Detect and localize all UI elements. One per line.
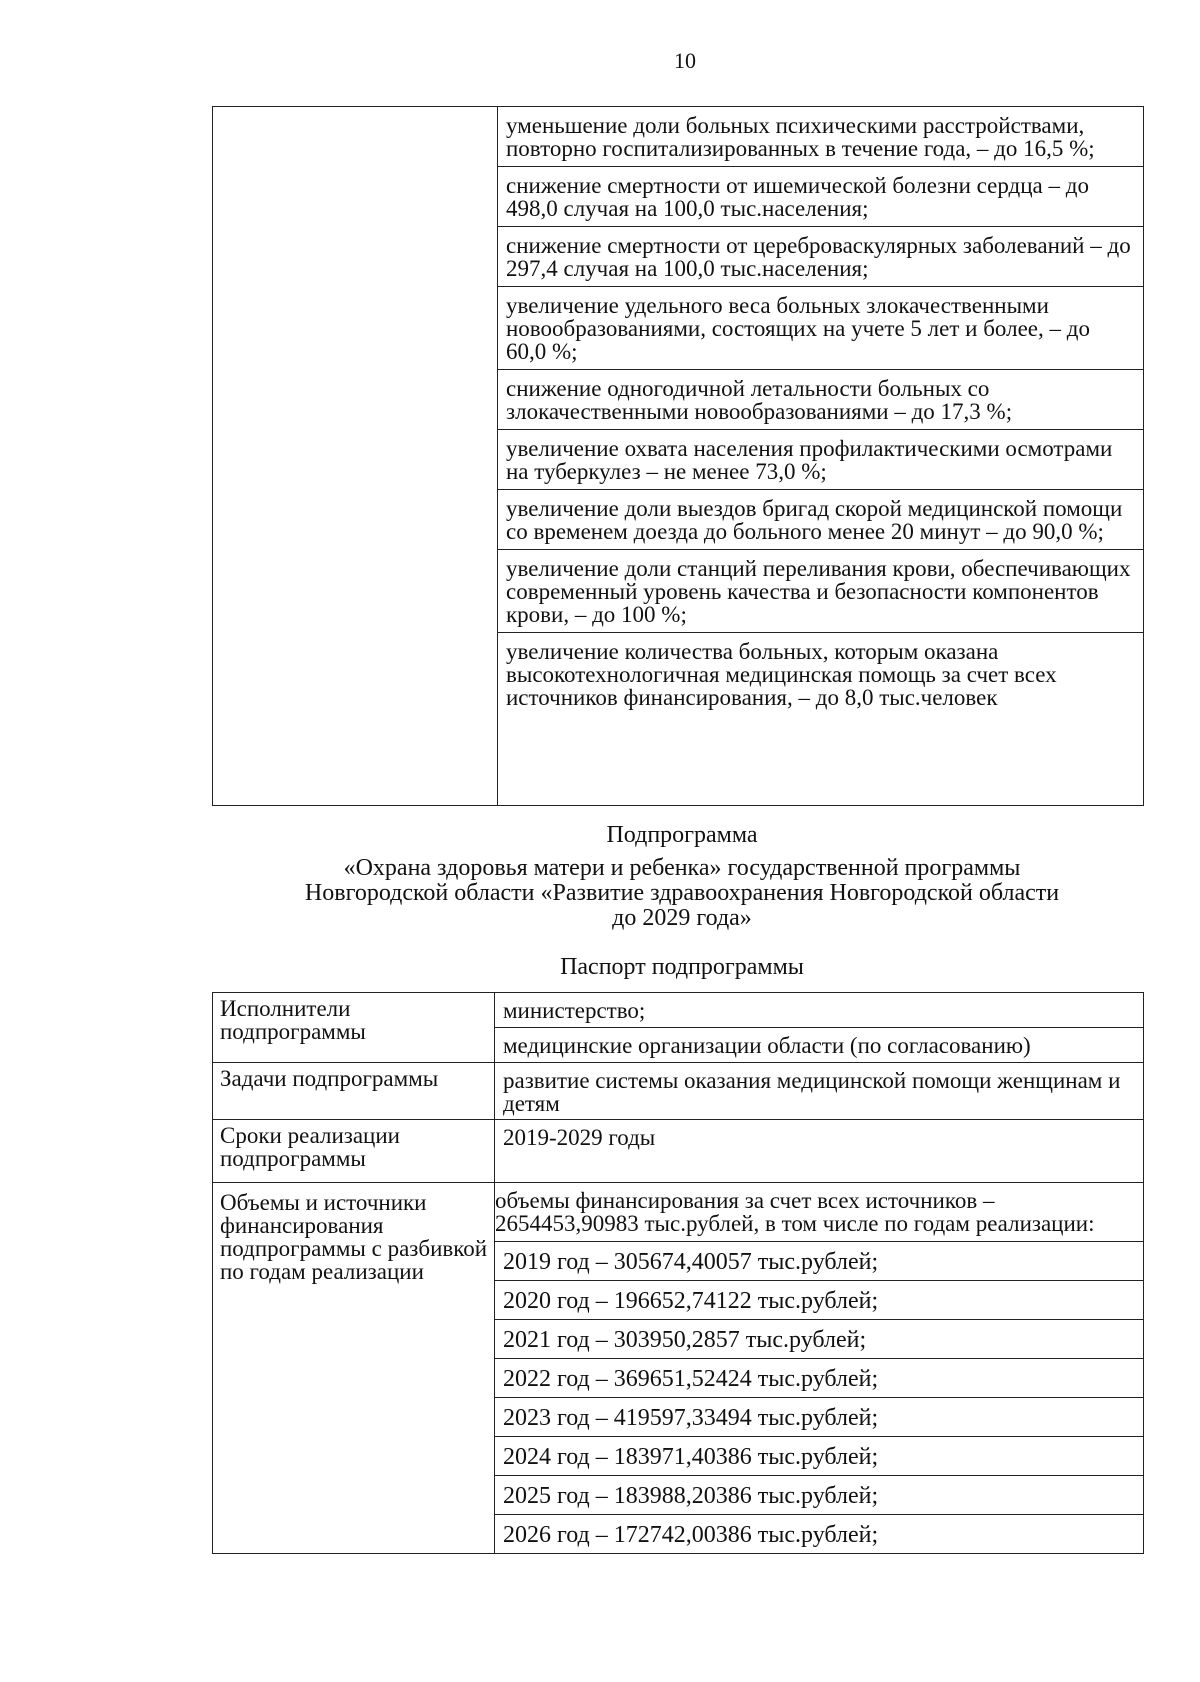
subprogram-title-line: Новгородской области «Развитие здравоохранения Новгородской области — [304, 880, 1060, 906]
list-item: увеличение количества больных, которым оказана высокотехнологичная медицинская помощь за счет всех источников финансирования, – до 8,0 тыс.человек — [506, 639, 1057, 710]
goals-table — [212, 106, 1144, 806]
subprogram-title-line: «Охрана здоровья матери и ребенка» государственной программы — [343, 855, 1021, 881]
list-item: министерство; — [495, 993, 1143, 1028]
list-item: медицинские организации области (по согласованию) — [503, 1033, 1031, 1058]
passport-heading: Паспорт подпрограммы — [560, 954, 804, 980]
subprogram-heading: Подпрограмма — [606, 822, 758, 848]
funding-year-row: 2020 год – 196652,74122 тыс.рублей; — [495, 1281, 1143, 1320]
table-row — [213, 1120, 1144, 1183]
list-item: увеличение удельного веса больных злокачественными новообразованиями, состоящих на учете 5 лет и более, – до 60,0 %; — [498, 287, 1143, 370]
funding-values — [495, 1183, 1144, 1554]
list-item: снижение смертности от ишемической болезни сердца – до 498,0 случая на 100,0 тыс.населения; — [498, 167, 1143, 227]
table-row — [213, 1063, 1144, 1120]
funding-year-row: 2021 год – 303950,2857 тыс.рублей; — [495, 1320, 1143, 1359]
terms-value: 2019-2029 годы — [495, 1120, 1144, 1183]
funding-year-row: 2026 год – 172742,00386 тыс.рублей; — [503, 1522, 879, 1548]
tasks-value: развитие системы оказания медицинской помощи женщинам и детям — [495, 1063, 1144, 1120]
tasks-label: Задачи подпрограммы — [213, 1063, 495, 1120]
table-row — [213, 107, 1144, 806]
list-item: увеличение доли станций переливания крови, обеспечивающих современный уровень качества и безопасности компонентов крови, – до 100 %; — [498, 550, 1143, 633]
list-item: уменьшение доли больных психическими расстройствами, повторно госпитализированных в течение года, – до 16,5 %; — [498, 107, 1143, 167]
funding-year-row: 2024 год – 183971,40386 тыс.рублей; — [495, 1437, 1143, 1476]
goals-cell — [498, 107, 1144, 806]
executors-label: Исполнители подпрограммы — [213, 993, 495, 1063]
funding-year-row: 2025 год – 183988,20386 тыс.рублей; — [495, 1476, 1143, 1515]
list-item: увеличение доли выездов бригад скорой медицинской помощи со временем доезда до больного менее 20 минут – до 90,0 %; — [498, 490, 1143, 550]
list-item: увеличение охвата населения профилактическими осмотрами на туберкулез – не менее 73,0 %; — [498, 430, 1143, 490]
empty-label-cell — [213, 107, 498, 806]
subprogram-title — [0, 856, 1200, 931]
funding-year-row: 2022 год – 369651,52424 тыс.рублей; — [495, 1359, 1143, 1398]
subprogram-title-line: до 2029 года» — [612, 905, 752, 931]
passport-table — [212, 992, 1144, 1554]
funding-year-row: 2023 год – 419597,33494 тыс.рублей; — [495, 1398, 1143, 1437]
table-row — [213, 1183, 1144, 1554]
executors-values — [495, 993, 1144, 1063]
page-number: 10 — [674, 48, 696, 73]
list-item: снижение одногодичной летальности больных со злокачественными новообразованиями – до 17,3 %; — [498, 370, 1143, 430]
list-item: снижение смертности от цереброваскулярных заболеваний – до 297,4 случая на 100,0 тыс.населения; — [498, 227, 1143, 287]
terms-label: Сроки реализации подпрограммы — [213, 1120, 495, 1183]
table-row — [213, 993, 1144, 1063]
funding-label: Объемы и источники финансирования подпрограммы с разбивкой по годам реализации — [213, 1183, 495, 1554]
funding-year-row: 2019 год – 305674,40057 тыс.рублей; — [495, 1242, 1143, 1281]
funding-intro: объемы финансирования за счет всех источников – 2654453,90983 тыс.рублей, в том числе по годам реализации: — [495, 1183, 1143, 1242]
